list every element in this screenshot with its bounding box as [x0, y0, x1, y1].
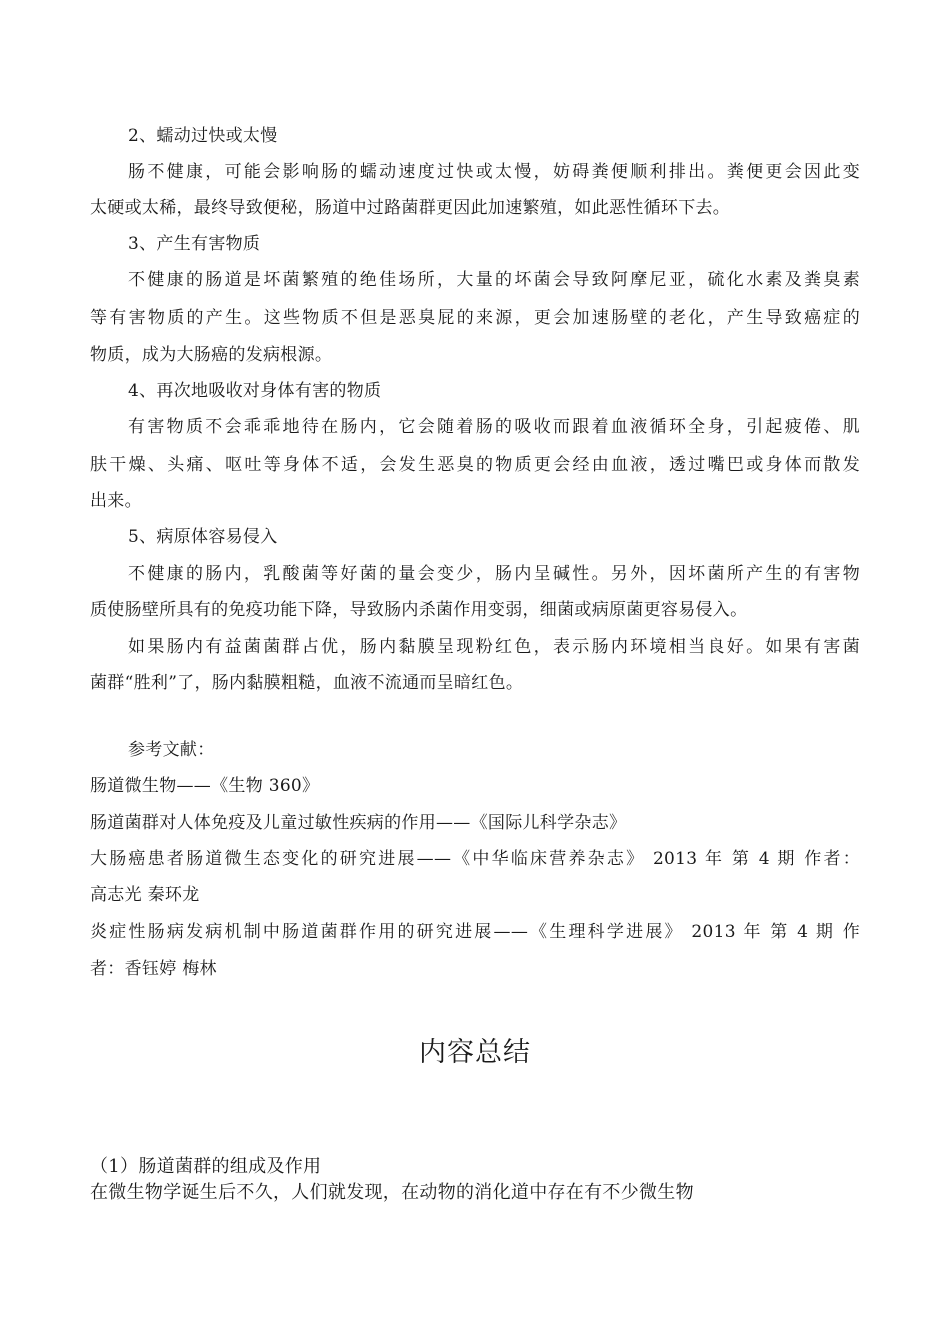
references-heading: 参考文献：: [128, 740, 215, 760]
summary-subheading: （1）肠道菌群的组成及作用: [90, 1156, 322, 1177]
section-2-heading: 2、蠕动过快或太慢: [128, 126, 278, 146]
summary-paragraph-line: 在微生物学诞生后不久，人们就发现，在动物的消化道中存在有不少微生物: [90, 1182, 694, 1203]
conclusion-paragraph-line-2: 菌群“胜利”了，肠内黏膜粗糙，血液不流通而呈暗红色。: [90, 673, 524, 693]
reference-item-4-line-1: 炎症性肠病发病机制中肠道菌群作用的研究进展——《生理科学进展》 2013 年 第 4 期 作: [90, 922, 860, 942]
section-3-paragraph-line-3: 物质，成为大肠癌的发病根源。: [90, 345, 333, 365]
section-4-paragraph-line-3: 出来。: [90, 491, 142, 511]
reference-item-2: 肠道菌群对人体免疫及儿童过敏性疾病的作用——《国际儿科学杂志》: [90, 813, 627, 833]
section-2-paragraph-line-1: 肠不健康，可能会影响肠的蠕动速度过快或太慢，妨碍粪便顺利排出。粪便更会因此变: [128, 162, 860, 182]
section-4-heading: 4、再次地吸收对身体有害的物质: [128, 381, 382, 401]
reference-item-1: 肠道微生物——《生物 360》: [90, 776, 320, 796]
reference-item-4-line-2: 者：香钰婷 梅林: [90, 959, 217, 979]
summary-title: 内容总结: [419, 1037, 531, 1068]
section-2-paragraph-line-2: 太硬或太稀，最终导致便秘，肠道中过路菌群更因此加速繁殖，如此恶性循环下去。: [90, 198, 731, 218]
reference-item-3-line-1: 大肠癌患者肠道微生态变化的研究进展——《中华临床营养杂志》 2013 年 第 4 期 作者：: [90, 849, 860, 869]
reference-item-3-line-2: 高志光 秦环龙: [90, 885, 200, 905]
section-3-heading: 3、产生有害物质: [128, 234, 261, 254]
section-4-paragraph-line-1: 有害物质不会乖乖地待在肠内，它会随着肠的吸收而跟着血液循环全身，引起疲倦、肌: [128, 417, 860, 437]
section-3-paragraph-line-1: 不健康的肠道是坏菌繁殖的绝佳场所，大量的坏菌会导致阿摩尼亚，硫化水素及粪臭素: [128, 270, 860, 290]
section-5-paragraph-line-1: 不健康的肠内，乳酸菌等好菌的量会变少，肠内呈碱性。另外，因坏菌所产生的有害物: [128, 564, 860, 584]
section-5-paragraph-line-2: 质使肠壁所具有的免疫功能下降，导致肠内杀菌作用变弱，细菌或病原菌更容易侵入。: [90, 600, 748, 620]
conclusion-paragraph-line-1: 如果肠内有益菌菌群占优，肠内黏膜呈现粉红色，表示肠内环境相当良好。如果有害菌: [128, 637, 860, 657]
section-3-paragraph-line-2: 等有害物质的产生。这些物质不但是恶臭屁的来源，更会加速肠壁的老化，产生导致癌症的: [90, 308, 860, 328]
section-5-heading: 5、病原体容易侵入: [128, 527, 278, 547]
section-4-paragraph-line-2: 肤干燥、头痛、呕吐等身体不适，会发生恶臭的物质更会经由血液，透过嘴巴或身体而散发: [90, 455, 860, 475]
